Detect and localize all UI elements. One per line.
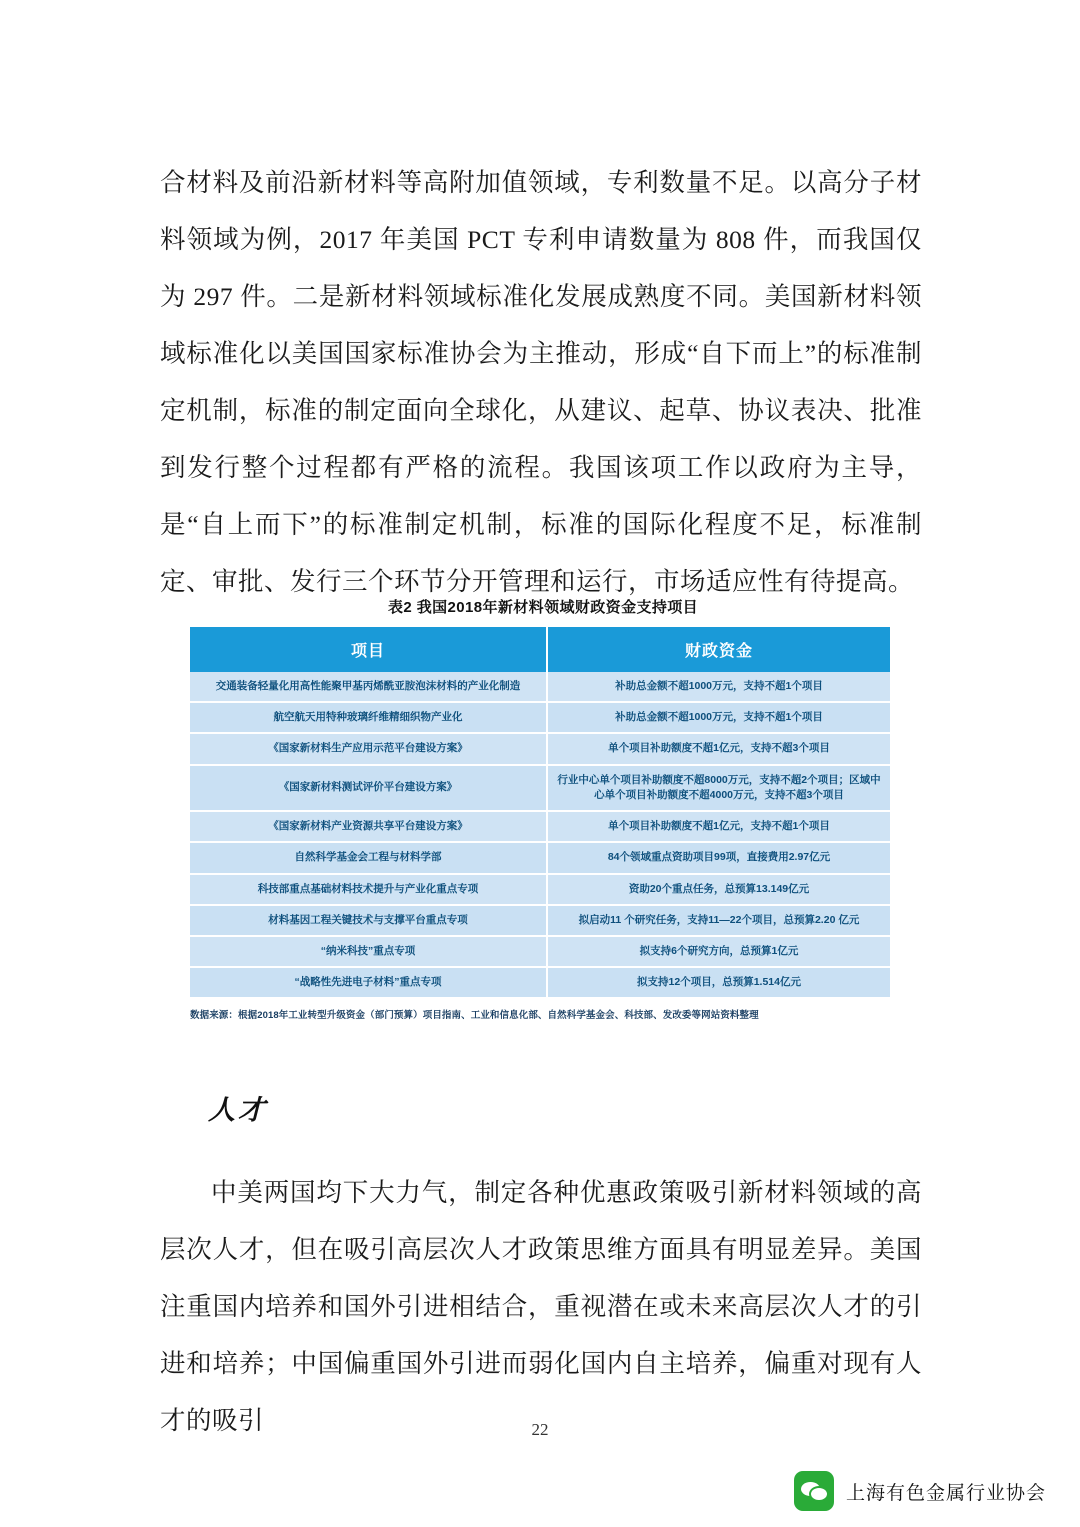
figure-source-note: 数据来源：根据2018年工业转型升级资金（部门预算）项目指南、工业和信息化部、自然科学基金会、科技部、发改委等网站资料整理 [190, 1010, 759, 1022]
cell-project: 自然科学基金会工程与材料学部 [190, 842, 547, 873]
cell-project: 材料基因工程关键技术与支撑平台重点专项 [190, 905, 547, 936]
column-header-project: 项目 [190, 627, 547, 672]
cell-project: “纳米科技”重点专项 [190, 936, 547, 967]
cell-project: 科技部重点基础材料技术提升与产业化重点专项 [190, 874, 547, 905]
table-row [190, 733, 890, 764]
cell-project: 《国家新材料产业资源共享平台建设方案》 [190, 811, 547, 842]
cell-project: 《国家新材料生产应用示范平台建设方案》 [190, 733, 547, 764]
cell-project: 《国家新材料测试评价平台建设方案》 [190, 765, 547, 811]
cell-funding: 拟支持12个项目，总预算1.514亿元 [547, 967, 890, 997]
table-row [190, 702, 890, 733]
cell-funding: 资助20个重点任务，总预算13.149亿元 [547, 874, 890, 905]
table-row [190, 842, 890, 873]
wechat-icon [794, 1471, 834, 1511]
table-row [190, 936, 890, 967]
table-row [190, 905, 890, 936]
cell-funding: 单个项目补助额度不超1亿元，支持不超1个项目 [547, 811, 890, 842]
cell-funding: 拟支持6个研究方向，总预算1亿元 [547, 936, 890, 967]
brand-name: 上海有色金属行业协会 [845, 1482, 1046, 1504]
footer-brand [794, 1471, 1046, 1511]
figure-caption: 表2 我国2018年新材料领域财政资金支持项目 [388, 599, 699, 616]
table-row [190, 874, 890, 905]
cell-funding: 补助总金额不超1000万元，支持不超1个项目 [547, 672, 890, 702]
column-header-funding: 财政资金 [547, 627, 890, 672]
table-row [190, 765, 890, 811]
table-row [190, 967, 890, 997]
cell-funding: 拟启动11 个研究任务，支持11—22个项目，总预算2.20 亿元 [547, 905, 890, 936]
section-heading-talent: 人才 [208, 1095, 268, 1125]
body-paragraph-1: 合材料及前沿新材料等高附加值领域，专利数量不足。以高分子材料领域为例，2017 年美国 PCT 专利申请数量为 808 件，而我国仅为 297 件。二是新材料领域标准化发展成熟度不同。美国新材料领域标准化以美国国家标准协会为主推动，形成“自下而上”的标准制定机制，标准的制定面向全球化，从建议、起草、协议表决、批准到发行整个过程都有严格的流程。我国该项工作以政府为主导，是“自上而下”的标准制定机制，标准的国际化程度不足，标准制定、审批、发行三个环节分开管理和运行，市场适应性有待提高。 [160, 167, 922, 596]
cell-funding: 行业中心单个项目补助额度不超8000万元，支持不超2个项目；区域中心单个项目补助额度不超4000万元，支持不超3个项目 [547, 765, 890, 811]
table-row [190, 672, 890, 702]
table-header-row [190, 627, 890, 672]
cell-funding: 单个项目补助额度不超1亿元，支持不超3个项目 [547, 733, 890, 764]
cell-project: 交通装备轻量化用高性能聚甲基丙烯酰亚胺泡沫材料的产业化制造 [190, 672, 547, 702]
cell-funding: 补助总金额不超1000万元，支持不超1个项目 [547, 702, 890, 733]
cell-project: 航空航天用特种玻璃纤维精细织物产业化 [190, 702, 547, 733]
cell-funding: 84个领域重点资助项目99项，直接费用2.97亿元 [547, 842, 890, 873]
body-paragraph-2: 中美两国均下大力气，制定各种优惠政策吸引新材料领域的高层次人才，但在吸引高层次人才政策思维方面具有明显差异。美国注重国内培养和国外引进相结合，重视潜在或未来高层次人才的引进和培养；中国偏重国外引进而弱化国内自主培养，偏重对现有人才的吸引 [160, 1177, 922, 1435]
table-row [190, 811, 890, 842]
cell-project: “战略性先进电子材料”重点专项 [190, 967, 547, 997]
funding-projects-table [190, 627, 890, 997]
figure-table2 [190, 596, 890, 1021]
page-number: 22 [531, 1420, 549, 1439]
